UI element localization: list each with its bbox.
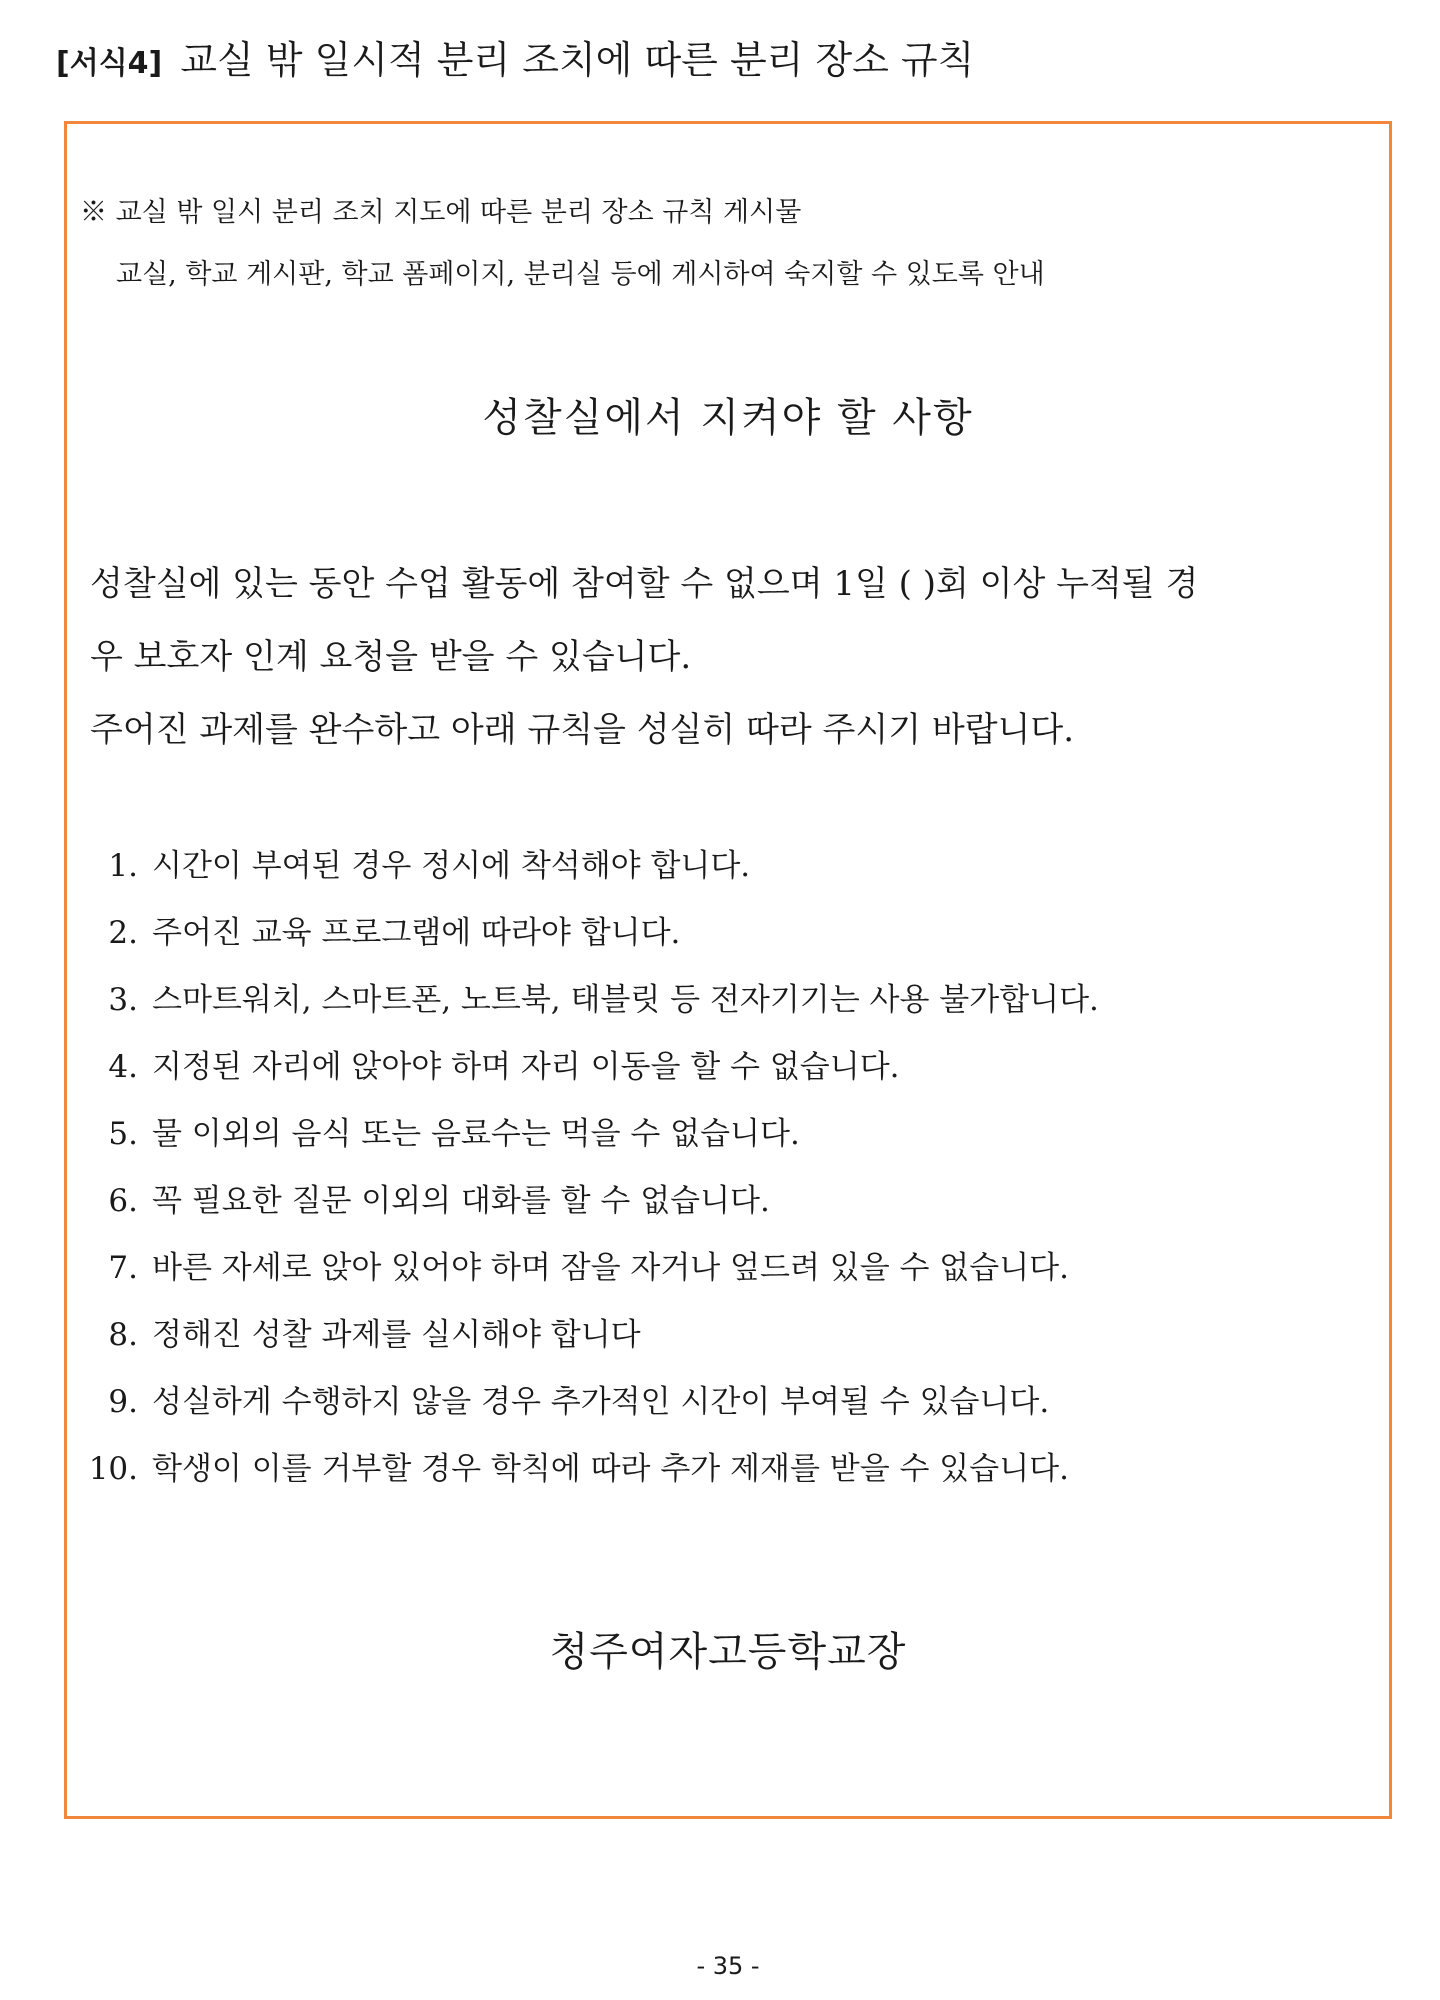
document-title: 교실 밖 일시적 분리 조치에 따른 분리 장소 규칙: [180, 38, 975, 82]
rule-number: 8.: [108, 1317, 138, 1353]
intro-line-1: 성찰실에 있는 동안 수업 활동에 참여할 수 없으며 1일 ( )회 이상 누적될 경: [90, 564, 1199, 604]
form-tag: [서식4]: [56, 46, 163, 81]
rule-number: 10.: [88, 1451, 138, 1487]
intro-line-3: 주어진 과제를 완수하고 아래 규칙을 성실히 따라 주시기 바랍니다.: [90, 710, 1075, 750]
rule-text: 성실하게 수행하지 않을 경우 추가적인 시간이 부여될 수 있습니다.: [152, 1384, 1050, 1420]
guide-note-line-2: 교실, 학교 게시판, 학교 폼페이지, 분리실 등에 게시하여 숙지할 수 있도록 안내: [116, 259, 1045, 290]
rule-text: 꼭 필요한 질문 이외의 대화를 할 수 없습니다.: [152, 1183, 770, 1219]
document-header: [56, 30, 974, 94]
rule-number: 3.: [108, 982, 138, 1018]
page-number: - 35 -: [696, 1952, 760, 1980]
rule-item: [80, 1235, 1099, 1302]
rule-number: 9.: [108, 1384, 138, 1420]
guide-note: [80, 182, 1045, 306]
notice-intro: [90, 548, 1372, 767]
rule-item: [80, 900, 1099, 967]
rule-text: 시간이 부여된 경우 정시에 착석해야 합니다.: [152, 848, 751, 884]
rule-number: 4.: [108, 1049, 138, 1085]
rule-number: 2.: [108, 915, 138, 951]
rule-item: [80, 833, 1099, 900]
rule-number: 5.: [108, 1116, 138, 1152]
intro-line-2: 우 보호자 인계 요청을 받을 수 있습니다.: [90, 637, 692, 677]
rule-number: 6.: [108, 1183, 138, 1219]
rule-text: 바른 자세로 앉아 있어야 하며 잠을 자거나 엎드려 있을 수 없습니다.: [152, 1250, 1069, 1286]
rule-item: [80, 1101, 1099, 1168]
notice-title: 성찰실에서 지켜야 할 사항: [482, 395, 974, 441]
rule-text: 물 이외의 음식 또는 음료수는 먹을 수 없습니다.: [152, 1116, 800, 1152]
rule-text: 주어진 교육 프로그램에 따라야 합니다.: [152, 915, 681, 951]
rule-item: [80, 1302, 1099, 1369]
rule-item: [80, 1436, 1099, 1503]
rule-number: 1.: [108, 848, 138, 884]
rule-item: [80, 1168, 1099, 1235]
rule-text: 스마트워치, 스마트폰, 노트북, 태블릿 등 전자기기는 사용 불가합니다.: [152, 982, 1099, 1018]
signature: 청주여자고등학교장: [549, 1629, 907, 1675]
rules-list: [80, 833, 1099, 1503]
rule-number: 7.: [108, 1250, 138, 1286]
rule-item: [80, 1034, 1099, 1101]
guide-note-line-1: ※ 교실 밖 일시 분리 조치 지도에 따른 분리 장소 규칙 게시물: [80, 197, 802, 228]
rule-text: 지정된 자리에 앉아야 하며 자리 이동을 할 수 없습니다.: [152, 1049, 900, 1085]
rule-item: [80, 1369, 1099, 1436]
rule-text: 정해진 성찰 과제를 실시해야 합니다: [152, 1317, 641, 1353]
rule-item: [80, 967, 1099, 1034]
rule-text: 학생이 이를 거부할 경우 학칙에 따라 추가 제재를 받을 수 있습니다.: [152, 1451, 1069, 1487]
